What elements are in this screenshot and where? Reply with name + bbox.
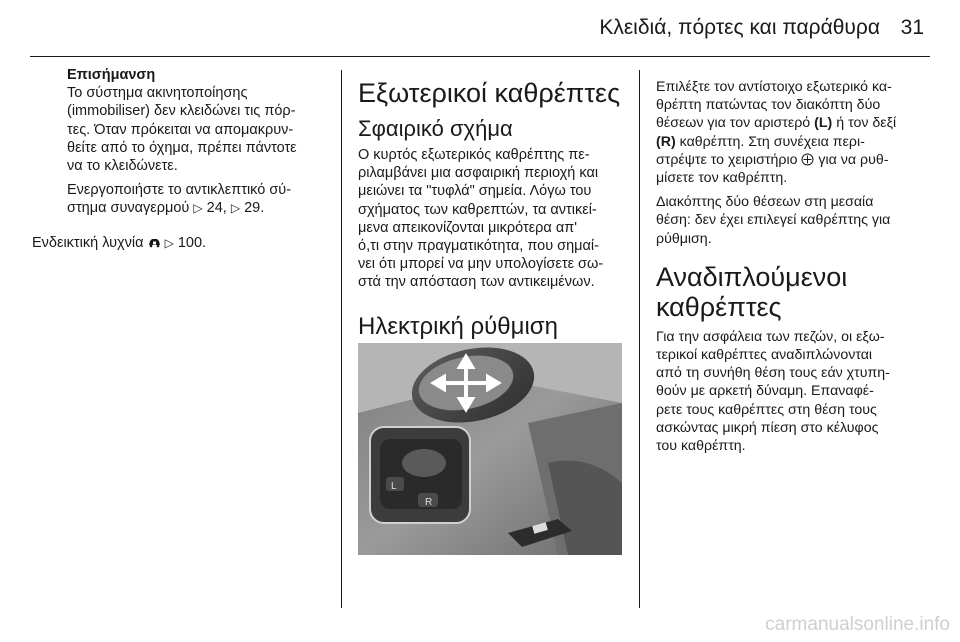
select-line: για να ρυθ- [818, 151, 889, 168]
mirror-control-icon [801, 152, 818, 168]
note-line: να το κλειδώνετε. [67, 158, 178, 175]
right-mirror-label: (R) [656, 133, 676, 150]
subheading-convex-shape: Σφαιρικό σχήμα [358, 116, 513, 141]
note-line: (immobiliser) δεν κλειδώνει τις πόρ- [67, 103, 296, 120]
select-line: θέσεων για τον αριστερό [656, 115, 811, 132]
activate-alarm-text [67, 181, 329, 217]
subheading-electric-adjustment: Ηλεκτρική ρύθμιση [358, 313, 558, 340]
running-header-title: Κλειδιά, πόρτες και παράθυρα [599, 16, 880, 39]
note-heading: Επισήμανση [67, 67, 156, 83]
convex-line: στά την απόσταση των αντικειμένων. [358, 274, 595, 291]
ref-arrow-icon: ▷ [164, 236, 174, 250]
right-column [656, 78, 928, 461]
folding-text [656, 328, 928, 455]
note-text [67, 84, 329, 175]
folding-line: ασκώντας μικρή πίεση στο κέλυφος [656, 419, 879, 436]
convex-line: ό,τι στην πραγματικότητα, που σημαί- [358, 238, 599, 255]
select-line: μίσετε τον καθρέπτη. [656, 170, 788, 187]
select-line: Επιλέξτε τον αντίστοιχο εξωτερικό κα- [656, 79, 892, 95]
folding-line: θούν με αρκετή δύναμη. Επαναφέ- [656, 383, 874, 400]
photo-label-left: L [391, 481, 397, 492]
note-line: Το σύστημα ακινητοποίησης [67, 85, 248, 102]
ref-arrow-icon: ▷ [230, 201, 241, 216]
convex-line: νει ότι μπορεί να μην υπολογίσετε σω- [358, 256, 604, 273]
note-line: τες. Όταν πρόκειται να απομακρυν- [67, 121, 294, 138]
page-ref-link[interactable]: 24, [206, 200, 227, 217]
page-ref-link[interactable]: 100. [177, 235, 207, 251]
folding-line: τερικοί καθρέπτες αναδιπλώνονται [656, 347, 873, 364]
folding-heading-line: Αναδιπλούμενοι [656, 261, 848, 292]
convex-line: Ο κυρτός εξωτερικός καθρέπτης πε- [358, 147, 590, 163]
photo-label-right: R [425, 497, 433, 508]
convex-line: μειώνει τα "τυφλά" σημεία. Λόγω του [358, 183, 592, 200]
indicator-line [32, 234, 332, 252]
middle-pos-line: Διακόπτης δύο θέσεων στη μεσαία [656, 194, 874, 211]
folding-line: από τη συνήθη θέση τους εάν χτυπη- [656, 365, 890, 382]
middle-pos-line: ρύθμιση. [656, 230, 712, 247]
folding-line: Για την ασφάλεια των πεζών, οι εξω- [656, 328, 885, 345]
ref-arrow-icon: ▷ [193, 201, 203, 216]
middle-position-text [656, 193, 928, 248]
page-ref-link[interactable]: 29. [244, 200, 265, 217]
indicator-text: Ενδεικτική λυχνία [32, 235, 144, 251]
column-divider-left [341, 70, 342, 608]
folding-line: του καθρέπτη. [656, 438, 746, 455]
left-mirror-label: (L) [814, 115, 833, 132]
middle-column [358, 78, 628, 298]
footer-watermark: carmanualsonline.info [765, 614, 950, 635]
convex-line: μενα απεικονίζονται μικρότερα απ' [358, 219, 577, 236]
select-line: στρέψτε το χειριστήριο [656, 151, 798, 168]
folding-line: ρετε τους καθρέπτες στη θέση τους [656, 401, 877, 418]
page-number: 31 [900, 16, 924, 39]
select-line: θρέπτη πατώντας τον διακόπτη δύο [656, 97, 881, 114]
header-rule [30, 56, 930, 57]
activate-line: στημα συναγερμού [67, 200, 190, 217]
column-divider-right [639, 70, 640, 608]
middle-pos-line: θέση: δεν έχει επιλεγεί καθρέπτης για [656, 212, 891, 229]
activate-line: Ενεργοποιήστε το αντικλεπτικό σύ- [67, 182, 292, 199]
select-mirror-text [656, 78, 928, 187]
convex-line: ριλαμβάνει μια ασφαιρική περιοχή και [358, 165, 599, 182]
select-line: καθρέπτη. Στη συνέχεια περι- [679, 133, 865, 150]
mirror-control-photo [358, 343, 622, 555]
select-line: ή τον δεξί [836, 115, 897, 132]
convex-text [358, 146, 628, 292]
subheading-folding-mirrors [656, 262, 928, 322]
left-column [67, 66, 329, 224]
car-lock-icon [148, 235, 165, 251]
convex-line: σχήματος των καθρεπτών, τα αντικεί- [358, 201, 597, 218]
folding-heading-line: καθρέπτες [656, 291, 782, 322]
note-line: θείτε από το όχημα, πρέπει πάντοτε [67, 139, 297, 156]
section-title-exterior-mirrors: Εξωτερικοί καθρέπτες [358, 78, 621, 108]
